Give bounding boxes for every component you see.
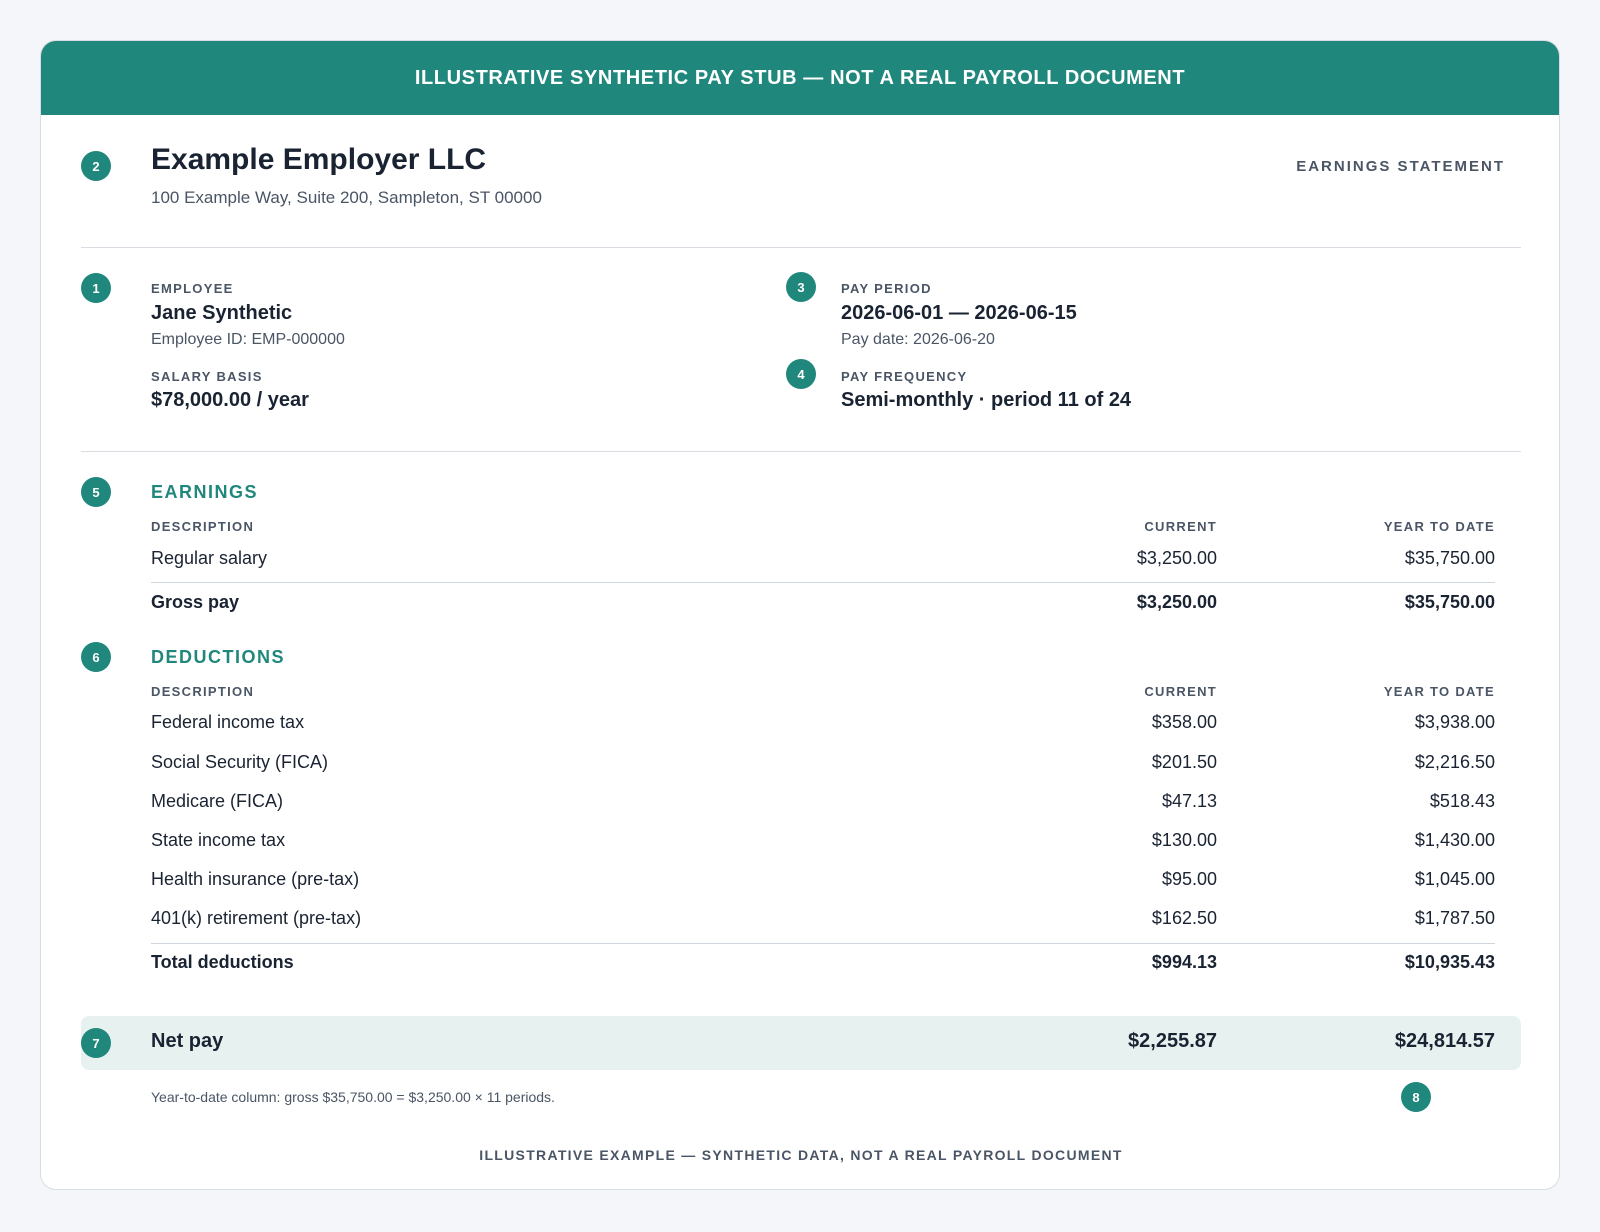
row-current: $95.00 <box>1161 869 1217 889</box>
deductions-title: DEDUCTIONS <box>151 647 286 667</box>
salary-basis-label: SALARY BASIS <box>151 369 263 384</box>
column-description-header: DESCRIPTION <box>151 519 255 534</box>
table-row <box>151 869 1495 895</box>
employee-label: EMPLOYEE <box>151 281 234 296</box>
row-current: $47.13 <box>1161 791 1217 811</box>
marker-badge-2: 2 <box>81 151 111 181</box>
info-divider <box>81 451 1521 452</box>
statement-label: EARNINGS STATEMENT <box>1296 158 1505 175</box>
employee-name: Jane Synthetic <box>151 302 293 324</box>
row-current: $3,250.00 <box>1136 548 1217 568</box>
total-deductions-ytd: $10,935.43 <box>1404 952 1495 972</box>
employer-name: Example Employer LLC <box>151 143 487 176</box>
table-row <box>151 548 1495 574</box>
deductions-total-rule <box>151 943 1495 944</box>
row-ytd: $518.43 <box>1429 791 1495 811</box>
net-pay-ytd: $24,814.57 <box>1394 1030 1495 1052</box>
column-ytd-header: YEAR TO DATE <box>1383 684 1495 699</box>
salary-basis-value: $78,000.00 / year <box>151 389 309 411</box>
row-description: Social Security (FICA) <box>151 752 329 772</box>
row-ytd: $2,216.50 <box>1414 752 1495 772</box>
net-pay-label: Net pay <box>151 1030 224 1052</box>
employee-id: Employee ID: EMP-000000 <box>151 331 345 348</box>
row-description: Medicare (FICA) <box>151 791 284 811</box>
marker-badge-3: 3 <box>786 272 816 302</box>
marker-badge-4: 4 <box>786 359 816 389</box>
gross-pay-label: Gross pay <box>151 592 240 612</box>
column-current-header: CURRENT <box>1144 684 1217 699</box>
pay-date: Pay date: 2026-06-20 <box>841 331 995 348</box>
marker-badge-8: 8 <box>1401 1082 1431 1112</box>
pay-frequency-value: Semi-monthly · period 11 of 24 <box>841 389 1132 411</box>
row-ytd: $1,045.00 <box>1414 869 1495 889</box>
ytd-footnote: Year-to-date column: gross $35,750.00 = $3,250.00 × 11 periods. <box>151 1089 555 1105</box>
earnings-title: EARNINGS <box>151 482 259 502</box>
total-deductions-row <box>151 952 1495 978</box>
employer-address: 100 Example Way, Suite 200, Sampleton, ST 00000 <box>151 188 542 207</box>
table-row <box>151 791 1495 817</box>
gross-pay-ytd: $35,750.00 <box>1404 592 1495 612</box>
net-pay-row <box>151 1030 1495 1056</box>
row-current: $358.00 <box>1151 712 1217 732</box>
row-current: $130.00 <box>1151 830 1217 850</box>
row-ytd: $35,750.00 <box>1404 548 1495 568</box>
row-description: Federal income tax <box>151 712 305 732</box>
column-ytd-header: YEAR TO DATE <box>1383 519 1495 534</box>
column-current-header: CURRENT <box>1144 519 1217 534</box>
marker-badge-1: 1 <box>81 273 111 303</box>
pay-period-range: 2026-06-01 — 2026-06-15 <box>841 302 1077 324</box>
column-description-header: DESCRIPTION <box>151 684 255 699</box>
table-row <box>151 752 1495 778</box>
pay-period-label: PAY PERIOD <box>841 281 932 296</box>
total-deductions-label: Total deductions <box>151 952 294 972</box>
earnings-header-row <box>151 519 1495 545</box>
row-description: State income tax <box>151 830 286 850</box>
earnings-total-rule <box>151 582 1495 583</box>
marker-badge-7: 7 <box>81 1028 111 1058</box>
footer-disclaimer: ILLUSTRATIVE EXAMPLE — SYNTHETIC DATA, NOT A REAL PAYROLL DOCUMENT <box>479 1147 1123 1163</box>
table-row <box>151 712 1495 738</box>
header-divider <box>81 247 1521 248</box>
row-description: 401(k) retirement (pre-tax) <box>151 908 362 928</box>
table-row <box>151 908 1495 934</box>
row-description: Health insurance (pre-tax) <box>151 869 360 889</box>
table-row <box>151 830 1495 856</box>
row-ytd: $1,430.00 <box>1414 830 1495 850</box>
row-ytd: $1,787.50 <box>1414 908 1495 928</box>
row-ytd: $3,938.00 <box>1414 712 1495 732</box>
total-deductions-current: $994.13 <box>1151 952 1217 972</box>
pay-stub-card <box>40 40 1560 1190</box>
disclaimer-banner: ILLUSTRATIVE SYNTHETIC PAY STUB — NOT A REAL PAYROLL DOCUMENT <box>41 41 1559 115</box>
pay-frequency-label: PAY FREQUENCY <box>841 369 968 384</box>
deductions-header-row <box>151 684 1495 710</box>
row-current: $162.50 <box>1151 908 1217 928</box>
marker-badge-5: 5 <box>81 477 111 507</box>
marker-badge-6: 6 <box>81 642 111 672</box>
gross-pay-current: $3,250.00 <box>1136 592 1217 612</box>
row-current: $201.50 <box>1151 752 1217 772</box>
net-pay-current: $2,255.87 <box>1128 1030 1217 1052</box>
row-description: Regular salary <box>151 548 268 568</box>
gross-pay-row <box>151 592 1495 618</box>
